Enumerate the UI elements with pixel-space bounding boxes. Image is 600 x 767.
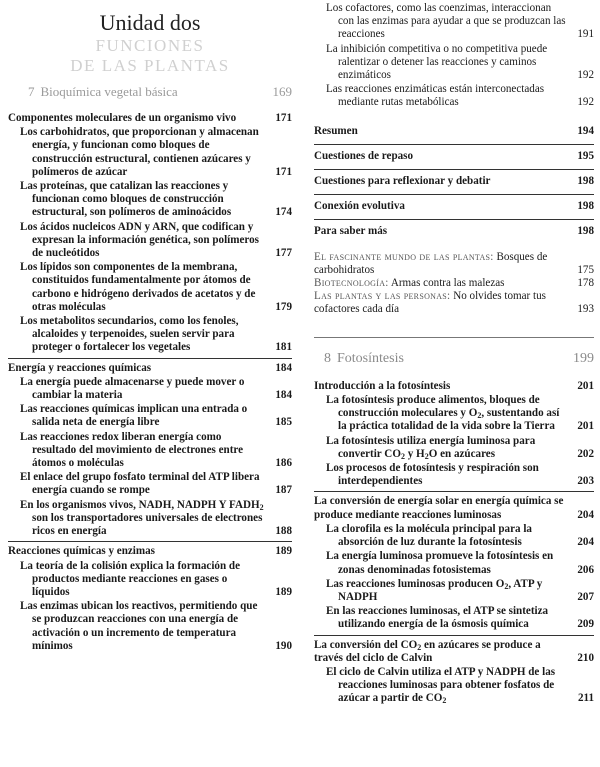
toc-entry-text: Los carbohidratos, que proporcionan y almacenan energía, y funcionan como bloques de construcción estructural, contienen azúcares y polímeros de azúcar xyxy=(20,126,259,178)
continued-entries xyxy=(314,2,594,110)
toc-entry-page: 181 xyxy=(275,341,292,354)
unit-title: Unidad dos xyxy=(99,10,201,35)
toc-subentry[interactable] xyxy=(8,261,292,314)
right-column xyxy=(314,0,594,706)
toc-entry-page: 189 xyxy=(275,585,292,598)
toc-entry-text: Los ácidos nucleicos ADN y ARN, que codifican y expresan la información genética, son polímeros de nucleótidos xyxy=(20,220,259,260)
toc-entry-text: Componentes moleculares de un organismo vivo xyxy=(8,112,237,124)
toc-entry-text: Energía y reacciones químicas xyxy=(8,361,152,374)
feature-box-title: Bosques de carbohidratos xyxy=(314,250,548,276)
toc-entry-text: Los metabolitos secundarios, como los fenoles, alcaloides y terpenoides, suelen servir para proteger o fortalecer los vegetales xyxy=(20,315,239,354)
toc-subentry[interactable] xyxy=(314,83,594,109)
toc-subentry[interactable] xyxy=(8,376,292,402)
toc-entry-text xyxy=(314,251,572,277)
toc-entry-text: La clorofila es la molécula principal para la absorción de luz durante la fotosíntesis xyxy=(326,522,532,549)
toc-subentry[interactable] xyxy=(8,315,292,355)
toc-entry-text: La energía puede almacenarse y puede mover o cambiar la materia xyxy=(20,375,245,402)
toc-subentry[interactable] xyxy=(314,523,594,549)
toc-entry-text: Resumen xyxy=(314,124,358,137)
toc-entry-page: 194 xyxy=(577,124,594,137)
toc-entry-page: 175 xyxy=(577,263,594,276)
toc-entry-page: 198 xyxy=(577,175,594,188)
toc-entry-page: 171 xyxy=(275,165,292,178)
toc-entry-text: Reacciones químicas y enzimas xyxy=(8,545,155,558)
toc-entry-text: En las reacciones luminosas, el ATP se sintetiza utilizando energía de la ósmosis química xyxy=(326,605,549,631)
toc-entry-text: La conversión de energía solar en energía química se produce mediante reacciones luminosas xyxy=(314,495,564,521)
toc-entry-page: 178 xyxy=(577,277,594,290)
toc-entry-text: Las reacciones redox liberan energía como resultado del movimiento de electrones entre átomos o moléculas xyxy=(20,430,244,470)
toc-entry-page: 198 xyxy=(577,200,594,213)
toc-entry-page: 187 xyxy=(275,484,292,497)
toc-section xyxy=(8,541,292,653)
chapter-title: Bioquímica vegetal básica xyxy=(40,84,178,99)
toc-entry-text: Las reacciones enzimáticas están interconectadas mediante rutas metabólicas xyxy=(326,83,545,109)
toc-subentry[interactable] xyxy=(8,600,292,653)
toc-entry-page: 171 xyxy=(275,112,292,124)
chapter-number: 7 xyxy=(28,84,35,99)
chapter-page: 199 xyxy=(573,350,594,366)
toc-entry-page: 184 xyxy=(275,389,292,402)
toc-subentry[interactable] xyxy=(8,431,292,471)
toc-section xyxy=(8,109,292,355)
unit-subtitle-line1: FUNCIONES xyxy=(95,36,205,55)
toc-entry-page: 209 xyxy=(577,618,594,631)
toc-entry-page: 179 xyxy=(275,300,292,313)
toc-section-heading[interactable] xyxy=(314,495,594,521)
toc-section-heading[interactable] xyxy=(314,380,594,393)
toc-feature-box[interactable] xyxy=(314,251,594,277)
toc-entry-page: 201 xyxy=(577,379,594,392)
toc-section xyxy=(314,491,594,631)
toc-entry-page: 189 xyxy=(275,545,292,558)
toc-entry-page: 185 xyxy=(275,416,292,429)
toc-entry-text: Las reacciones químicas implican una entrada o salida neta de energía libre xyxy=(20,403,248,429)
toc-subentry[interactable] xyxy=(314,394,594,434)
toc-entry-text xyxy=(314,277,572,290)
chapter-page: 169 xyxy=(272,84,292,99)
toc-entry-page: 201 xyxy=(577,420,594,433)
toc-entry-page: 184 xyxy=(275,361,292,374)
toc-entry-text: Las enzimas ubican los reactivos, permitiendo que se produzcan reacciones con una energía de activación o un incremento de temperatura mínimos xyxy=(20,600,258,652)
toc-entry-page: 206 xyxy=(577,563,594,576)
left-column xyxy=(8,0,292,653)
toc-entry-text: Conexión evolutiva xyxy=(314,200,405,213)
toc-entry-text: Las reacciones luminosas producen $O_2$, ATP y NADPH xyxy=(326,577,543,603)
toc-end-matter-item[interactable] xyxy=(314,219,594,244)
toc-subentry[interactable] xyxy=(8,221,292,261)
toc-entry-page: 202 xyxy=(577,447,594,460)
toc-entry-text: Los lípidos son componentes de la membrana, constituidos fundamentalmente por átomos de carbono e hidrógeno derivados de acetatos y de otras moléculas xyxy=(20,261,256,313)
end-matter-list xyxy=(314,120,594,245)
toc-entry-page: 210 xyxy=(577,651,594,664)
toc-entry-page: 186 xyxy=(275,457,292,470)
toc-entry-page: 190 xyxy=(275,639,292,652)
toc-entry-page: 191 xyxy=(577,28,594,41)
chapter-8-heading[interactable] xyxy=(314,337,594,365)
toc-entry-page: 193 xyxy=(577,303,594,316)
toc-entry-text: En los organismos vivos, NADH, NADPH Y $FADH_2$ son los transportadores universales de electrones ricos en energía xyxy=(20,498,264,538)
toc-feature-box[interactable] xyxy=(314,277,594,290)
feature-box-label: Biotecnología: xyxy=(314,277,389,290)
feature-boxes-list xyxy=(314,251,594,317)
toc-feature-box[interactable] xyxy=(314,290,594,316)
toc-entry-text: La teoría de la colisión explica la formación de productos mediante reacciones en gases o líquidos xyxy=(20,559,241,598)
toc-subentry[interactable] xyxy=(8,403,292,429)
toc-entry-page: 211 xyxy=(577,692,594,705)
toc-entry-text: Los cofactores, como las coenzimas, interaccionan con las enzimas para ayudar a que se produzcan las reacciones xyxy=(326,2,566,41)
chapter-number: 8 xyxy=(324,350,331,366)
toc-subentry[interactable] xyxy=(314,435,594,461)
toc-subentry[interactable] xyxy=(314,2,594,42)
toc-subentry[interactable] xyxy=(314,43,594,83)
toc-entry-text: Los procesos de fotosíntesis y respiración son interdependientes xyxy=(326,462,539,488)
toc-entry-page: 188 xyxy=(275,525,292,538)
toc-end-matter-item[interactable] xyxy=(314,169,594,194)
chapter-7-heading[interactable] xyxy=(8,84,292,100)
toc-section-heading[interactable] xyxy=(8,112,292,125)
feature-box-title: No olvides tomar tus cofactores cada día xyxy=(314,290,546,316)
toc-entry-text: La energía luminosa promueve la fotosíntesis en zonas denominadas fotosistemas xyxy=(326,550,554,576)
toc-subentry[interactable] xyxy=(314,666,594,706)
feature-box-label: Las plantas y las personas: xyxy=(314,290,451,303)
toc-entry-text: El enlace del grupo fosfato terminal del ATP libera energía cuando se rompe xyxy=(20,471,260,497)
toc-subentry[interactable] xyxy=(8,560,292,600)
toc-entry-text xyxy=(314,290,572,316)
toc-entry-text: Introducción a la fotosíntesis xyxy=(314,379,451,392)
toc-entry-page: 204 xyxy=(577,508,594,521)
toc-section-heading[interactable] xyxy=(314,639,594,665)
toc-entry-page: 207 xyxy=(577,590,594,603)
toc-subentry[interactable] xyxy=(314,462,594,488)
toc-entry-page: 198 xyxy=(577,225,594,238)
feature-box-title: Armas contra las malezas xyxy=(388,277,505,290)
toc-section-heading[interactable] xyxy=(8,362,292,375)
toc-entry-text: Cuestiones de repaso xyxy=(314,149,414,162)
toc-subentry[interactable] xyxy=(8,499,292,539)
toc-end-matter-item[interactable] xyxy=(314,144,594,169)
toc-entry-page: 192 xyxy=(577,96,594,109)
toc-entry-page: 174 xyxy=(275,206,292,219)
toc-entry-text: La fotosíntesis produce alimentos, bloques de construcción moleculares y $O_2$, sustentando así la práctica totalidad de la vida sobre la Tierra xyxy=(326,394,560,433)
toc-subentry[interactable] xyxy=(8,126,292,179)
toc-entry-text: El ciclo de Calvin utiliza el ATP y NADPH de las reacciones luminosas para obtener fosfatos de azúcar a partir de $CO_2$ xyxy=(326,665,556,706)
toc-entry-page: 204 xyxy=(577,536,594,549)
toc-entry-page: 203 xyxy=(577,475,594,488)
toc-section-heading[interactable] xyxy=(8,545,292,558)
toc-end-matter-item[interactable] xyxy=(314,120,594,144)
toc-entry-text: La fotosíntesis utiliza energía luminosa para convertir $CO_2$ y $H_2O$ en azúcares xyxy=(326,434,536,461)
left-toc-sections xyxy=(8,109,292,653)
toc-entry-page: 192 xyxy=(577,69,594,82)
toc-section xyxy=(8,358,292,539)
toc-entry-page: 195 xyxy=(577,149,594,162)
toc-entry-text: Para saber más xyxy=(314,225,388,238)
toc-entry-text: Cuestiones para reflexionar y debatir xyxy=(314,175,491,188)
toc-end-matter-item[interactable] xyxy=(314,194,594,219)
toc-section xyxy=(314,377,594,489)
toc-subentry[interactable] xyxy=(8,471,292,497)
unit-subtitle-line2: DE LAS PLANTAS xyxy=(70,56,230,75)
toc-entry-text: La conversión del $CO_2$ en azúcares se produce a través del ciclo de Calvin xyxy=(314,638,541,664)
toc-subentry[interactable] xyxy=(314,578,594,604)
toc-entry-text: Las proteínas, que catalizan las reacciones y funcionan como bloques de construcción estructural, son polímeros de aminoácidos xyxy=(20,180,232,219)
toc-subentry[interactable] xyxy=(314,550,594,576)
toc-section xyxy=(314,635,594,706)
feature-box-label: El fascinante mundo de las plantas: xyxy=(314,250,494,263)
toc-subentry[interactable] xyxy=(8,180,292,220)
chapter-title: Fotosíntesis xyxy=(337,350,404,366)
right-toc-sections xyxy=(314,377,594,706)
toc-entry-text: La inhibición competitiva o no competitiva puede ralentizar o detener las reacciones y caminos enzimáticos xyxy=(326,42,548,82)
toc-subentry[interactable] xyxy=(314,605,594,631)
toc-entry-page: 177 xyxy=(275,247,292,260)
